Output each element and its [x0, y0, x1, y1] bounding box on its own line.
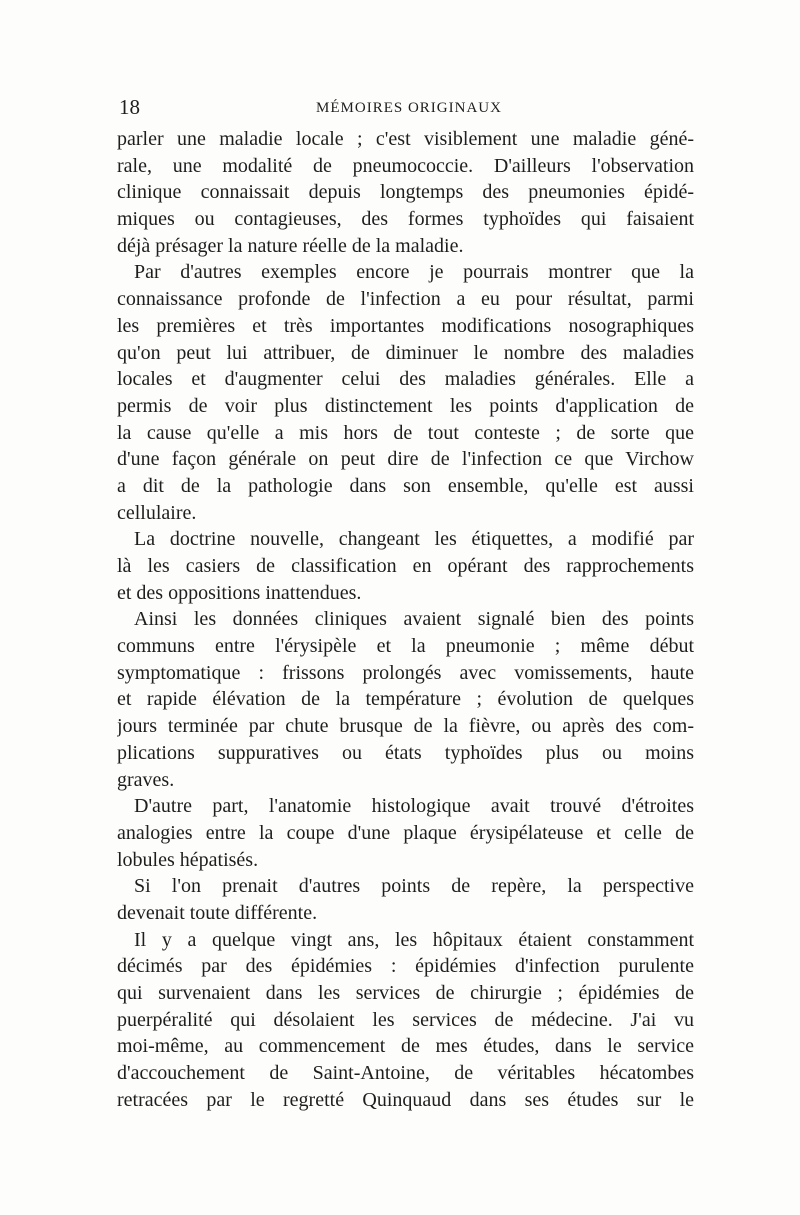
text-line: parler une maladie locale ; c'est visiblement une maladie géné- [117, 128, 694, 150]
text-line: d'accouchement de Saint-Antoine, de véritables hécatombes [117, 1062, 694, 1085]
text-line: là les casiers de classification en opérant des rapprochements [117, 555, 694, 577]
text-line: cellulaire. [117, 501, 197, 524]
text-line: jours terminée par chute brusque de la fièvre, ou après des com- [117, 715, 694, 738]
text-line: D'autre part, l'anatomie histologique avait trouvé d'étroites [134, 795, 694, 818]
text-line: permis de voir plus distinctement les points d'application de [117, 394, 694, 417]
text-line: Ainsi les données cliniques avaient signalé bien des points [134, 608, 694, 631]
text-line: décimés par des épidémies : épidémies d'infection purulente [117, 955, 694, 978]
text-line: locales et d'augmenter celui des maladies générales. Elle a [117, 368, 694, 391]
paragraph [117, 259, 694, 526]
text-line: la cause qu'elle a mis hors de tout conteste ; de sorte que [117, 421, 694, 444]
text-line: devenait toute différente. [117, 901, 318, 924]
text-line: clinique connaissait depuis longtemps des pneumonies épidé- [117, 181, 694, 204]
text-line: moi-même, au commencement de mes études, dans le service [117, 1035, 694, 1058]
text-line: Par d'autres exemples encore je pourrais montrer que la [134, 261, 694, 284]
paragraph [117, 793, 694, 873]
text-line: déjà présager la nature réelle de la maladie. [117, 234, 464, 257]
text-line: qui survenaient dans les services de chirurgie ; épidémies de [117, 982, 694, 1004]
body-text [117, 126, 694, 1113]
text-line: lobules hépatisés. [117, 848, 259, 871]
running-title: MÉMOIRES ORIGINAUX [316, 100, 502, 116]
text-line: Si l'on prenait d'autres points de repère, la perspective [134, 875, 694, 898]
text-line: symptomatique : frissons prolongés avec vomissements, haute [117, 661, 694, 684]
text-line: analogies entre la coupe d'une plaque érysipélateuse et celle de [117, 821, 694, 844]
paragraph [117, 606, 694, 793]
text-line: les premières et très importantes modifications nosographiques [117, 314, 694, 337]
text-line: et rapide élévation de la température ; évolution de quelques [117, 688, 694, 711]
text-line: connaissance profonde de l'infection a eu pour résultat, parmi [117, 288, 694, 311]
text-line: miques ou contagieuses, des formes typhoïdes qui faisaient [117, 208, 694, 231]
text-line: qu'on peut lui attribuer, de diminuer le nombre des maladies [117, 341, 694, 364]
text-line: et des oppositions inattendues. [117, 581, 362, 604]
paragraph [117, 927, 694, 1114]
paragraph [117, 526, 694, 606]
text-line: La doctrine nouvelle, changeant les étiquettes, a modifié par [134, 528, 694, 551]
text-line: a dit de la pathologie dans son ensemble, qu'elle est aussi [117, 474, 694, 497]
text-line: plications suppuratives ou états typhoïdes plus ou moins [117, 741, 694, 764]
paragraph [117, 873, 694, 926]
paragraph [117, 126, 694, 259]
text-line: graves. [117, 768, 175, 791]
page-number: 18 [119, 95, 140, 119]
text-line: retracées par le regretté Quinquaud dans ses études sur le [117, 1088, 694, 1111]
text-line: rale, une modalité de pneumococcie. D'ailleurs l'observation [117, 154, 694, 177]
text-line: d'une façon générale on peut dire de l'infection ce que Virchow [117, 448, 694, 471]
text-line: communs entre l'érysipèle et la pneumonie ; même début [117, 635, 694, 658]
text-line: puerpéralité qui désolaient les services de médecine. J'ai vu [117, 1008, 694, 1031]
text-line: Il y a quelque vingt ans, les hôpitaux étaient constamment [134, 928, 694, 951]
page-header [119, 95, 699, 119]
